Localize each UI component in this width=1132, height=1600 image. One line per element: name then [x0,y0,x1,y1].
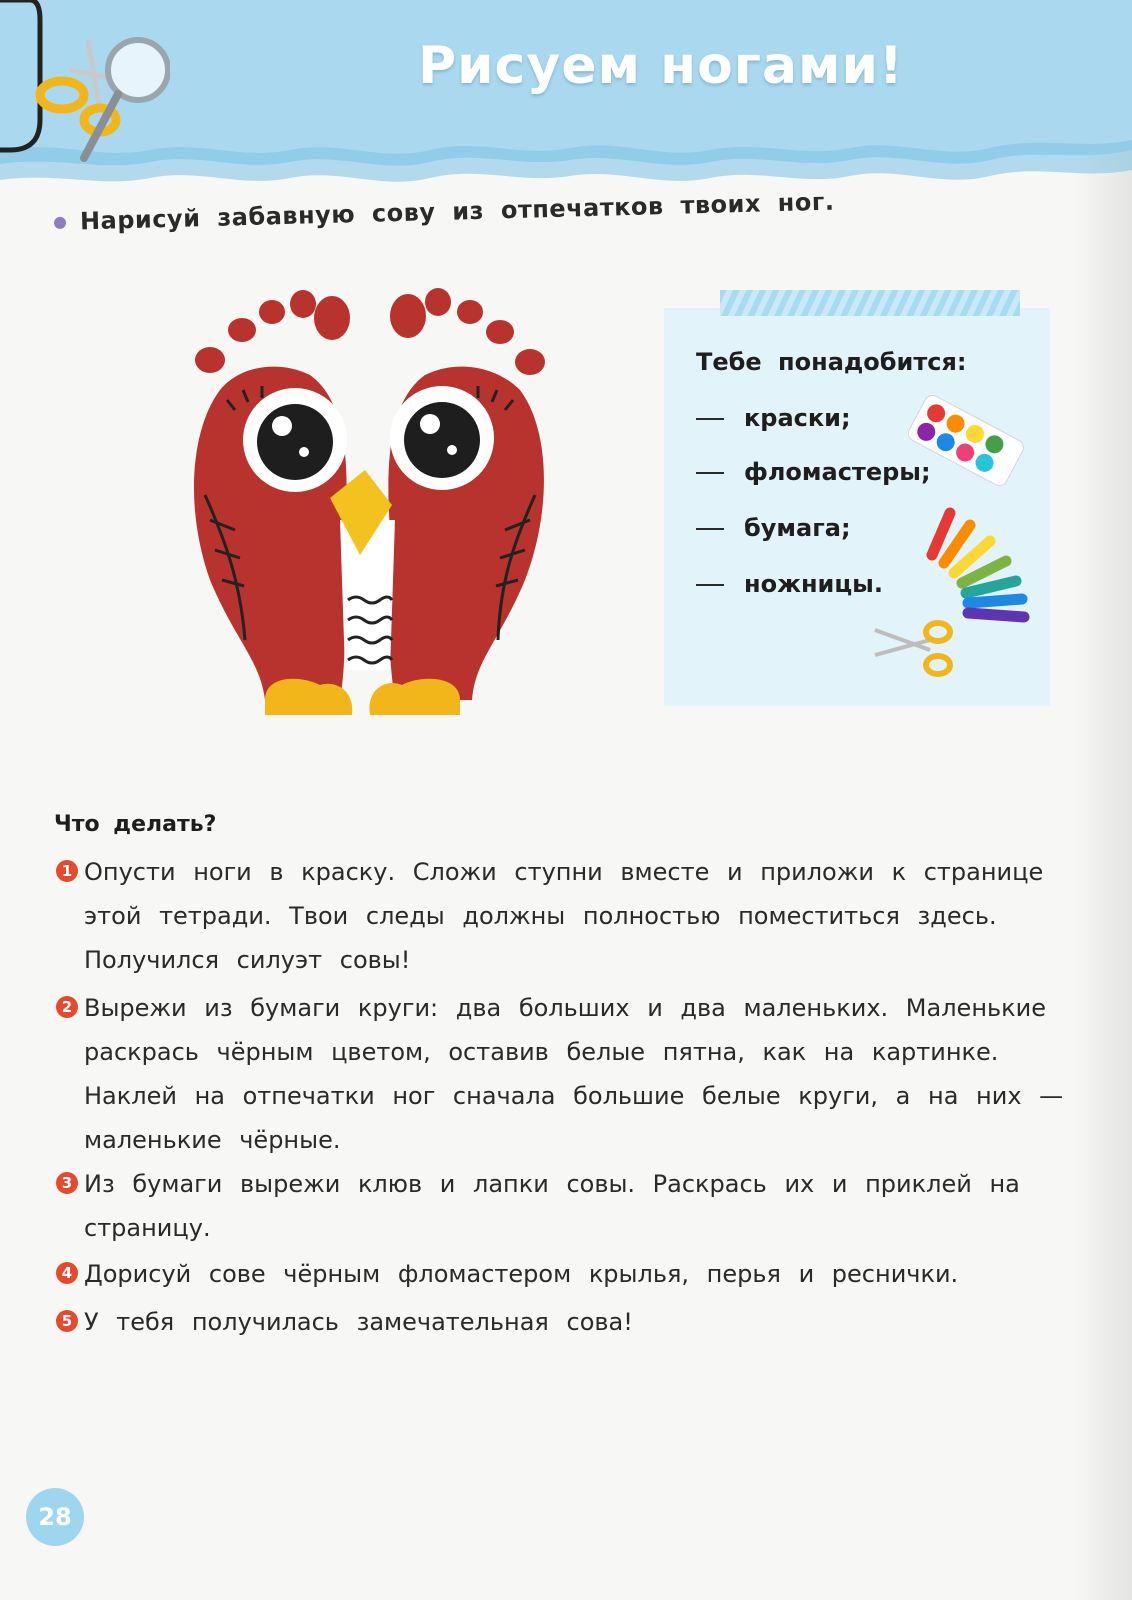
markers-icon [920,505,1040,625]
scissors-magnifier-icon [0,0,170,170]
instruction-step [56,986,1068,1162]
page-number: 28 [26,1488,84,1546]
dash-icon [696,584,724,586]
bullet-dot-icon [54,217,66,229]
dash-icon [696,528,724,530]
instruction-step [56,1252,1068,1296]
dash-icon [696,472,724,474]
materials-item-label: ножницы. [744,570,883,598]
step-text: Опусти ноги в краску. Сложи ступни вместе и приложи к странице этой тетради. Твои следы должны полностью поместиться здесь. Получился силуэт совы! [84,858,1044,974]
step-text: У тебя получилась замечательная сова! [84,1308,633,1336]
page-edge-shade [1072,0,1132,1600]
footprint-owl-illustration [180,280,560,730]
materials-item-label: краски; [744,404,851,432]
step-number: 4 [56,1262,78,1284]
step-text: Вырежи из бумаги круги: два больших и два маленьких. Маленькие раскрась чёрным цветом, оставив белые пятна, как на картинке. Наклей на отпечатки ног сначала большие белые круги, а на них — маленькие чёрные. [84,994,1064,1154]
materials-item [696,404,851,432]
tape-decoration [720,290,1020,316]
materials-item-label: фломастеры; [744,458,931,486]
paints-icon [905,385,1030,500]
materials-item [696,570,883,598]
instruction-step [56,1162,1068,1250]
materials-item [696,458,931,486]
instruction-step [56,850,1068,982]
step-number: 5 [56,1310,78,1332]
header-band [0,0,1132,200]
instruction-step [56,1300,1068,1344]
step-number: 1 [56,860,78,882]
task-text: Нарисуй забавную сову из отпечатков твоих ног. [79,187,835,236]
materials-item-label: бумага; [744,514,851,542]
materials-item [696,514,851,542]
step-text: Дорисуй сове чёрным фломастером крылья, перья и реснички. [84,1260,959,1288]
materials-title: Тебе понадобится: [696,348,967,376]
instructions-title: Что делать? [54,812,217,837]
step-text: Из бумаги вырежи клюв и лапки совы. Раскрась их и приклей на страницу. [84,1170,1020,1242]
dash-icon [696,418,724,420]
scissors-icon [870,610,960,690]
page-title: Рисуем ногами! [418,36,904,96]
step-number: 3 [56,1172,78,1194]
step-number: 2 [56,996,78,1018]
